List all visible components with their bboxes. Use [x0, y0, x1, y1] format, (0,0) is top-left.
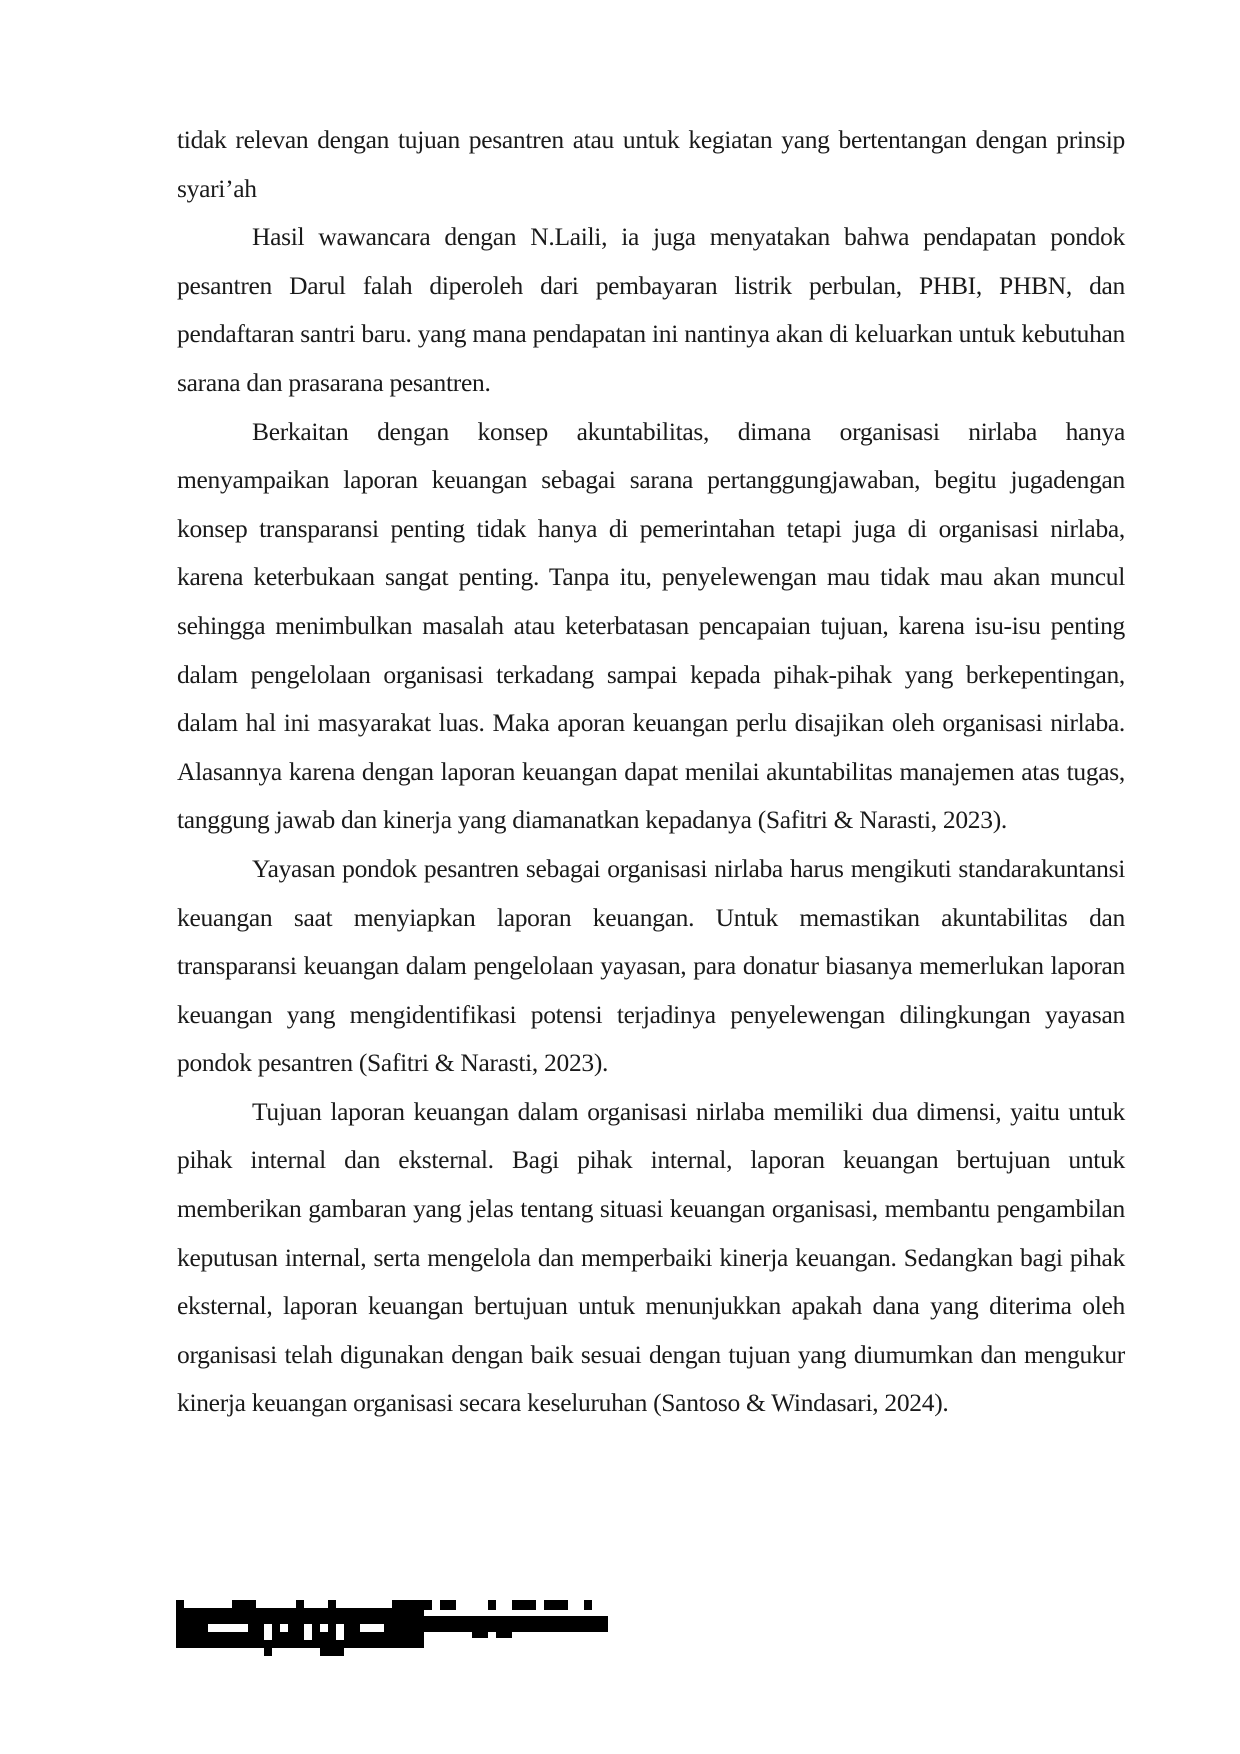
document-body [177, 116, 1125, 1428]
paragraph-accountability-concept: Berkaitan dengan konsep akuntabilitas, dimana organisasi nirlaba hanya menyampaikan laporan keuangan sebagai sarana pertanggungjawaban, begitu jugadengan konsep transparansi penting tidak hanya di pemerintahan tetapi juga di organisasi nirlaba, karena keterbukaan sangat penting. Tanpa itu, penyelewengan mau tidak mau akan muncul sehingga menimbulkan masalah atau keterbatasan pencapaian tujuan, karena isu-isu penting dalam pengelolaan organisasi terkadang sampai kepada pihak-pihak yang berkepentingan, dalam hal ini masyarakat luas. Maka aporan keuangan perlu disajikan oleh organisasi nirlaba. Alasannya karena dengan laporan keuangan dapat menilai akuntabilitas manajemen atas tugas, tanggung jawab dan kinerja yang diamanatkan kepadanya (Safitri & Narasti, 2023). [177, 416, 1125, 835]
paragraph-continuation: tidak relevan dengan tujuan pesantren atau untuk kegiatan yang bertentangan dengan prinsip syari’ah [177, 125, 1125, 203]
paragraph-financial-report-purpose: Tujuan laporan keuangan dalam organisasi nirlaba memiliki dua dimensi, yaitu untuk pihak internal dan eksternal. Bagi pihak internal, laporan keuangan bertujuan untuk memberikan gambaran yang jelas tentang situasi keuangan organisasi, membantu pengambilan keputusan internal, serta mengelola dan memperbaiki kinerja keuangan. Sedangkan bagi pihak eksternal, laporan keuangan bertujuan untuk menunjukkan apakah dana yang diterima oleh organisasi telah digunakan dengan baik sesuai dengan tujuan yang diumumkan dan mengukur kinerja keuangan organisasi secara keseluruhan (Santoso & Windasari, 2024). [177, 1096, 1125, 1418]
paragraph-interview-income: Hasil wawancara dengan N.Laili, ia juga menyatakan bahwa pendapatan pondok pesantren Darul falah diperoleh dari pembayaran listrik perbulan, PHBI, PHBN, dan pendaftaran santri baru. yang mana pendapatan ini nantinya akan di keluarkan untuk kebutuhan sarana dan prasarana pesantren. [177, 222, 1125, 397]
paragraph-foundation-standards: Yayasan pondok pesantren sebagai organisasi nirlaba harus mengikuti standarakuntansi keuangan saat menyiapkan laporan keuangan. Untuk memastikan akuntabilitas dan transparansi keuangan dalam pengelolaan yayasan, para donatur biasanya memerlukan laporan keuangan yang mengidentifikasi potensi terjadinya penyelewengan dilingkungan yayasan pondok pesantren (Safitri & Narasti, 2023). [177, 853, 1125, 1078]
redacted-block [176, 1600, 608, 1660]
